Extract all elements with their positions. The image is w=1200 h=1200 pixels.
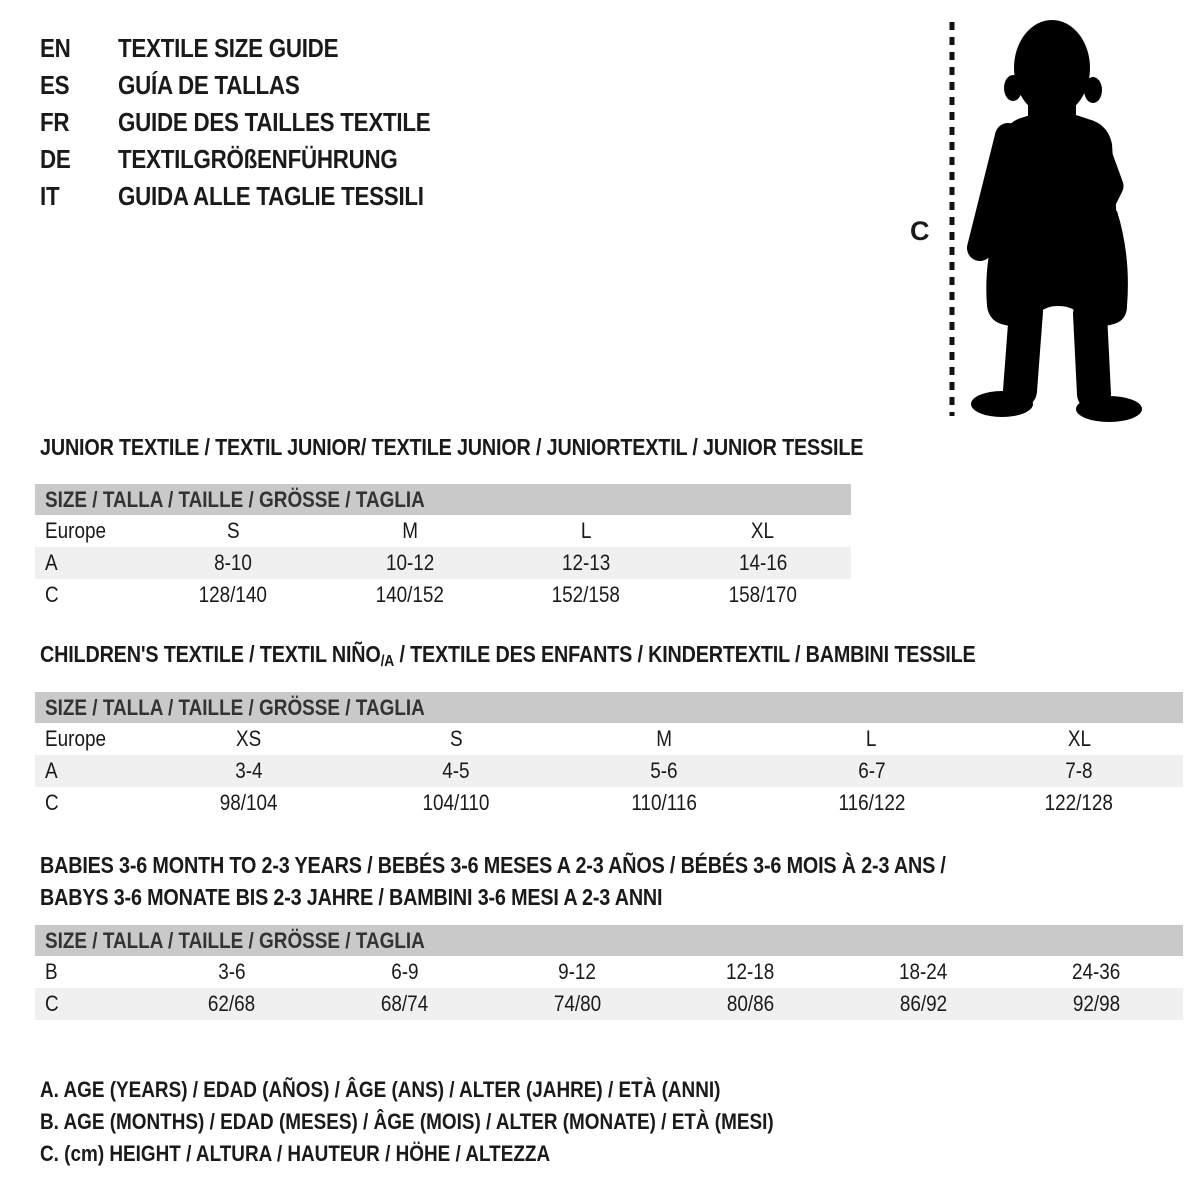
language-list [40, 30, 481, 215]
language-row-es [40, 67, 481, 104]
value-cell: 128/140 [199, 582, 268, 607]
row-label: C [45, 991, 59, 1016]
value-cell: 4-5 [442, 758, 471, 783]
value-cell: 5-6 [650, 758, 678, 783]
value-cell: 86/92 [899, 991, 948, 1016]
row-label: C [45, 582, 59, 607]
size-cell: XL [751, 518, 775, 543]
size-cell: XS [236, 726, 262, 751]
row-label: Europe [45, 518, 107, 543]
row-label: A [45, 550, 58, 575]
value-cell: 74/80 [553, 991, 602, 1016]
junior-section-title: JUNIOR TEXTILE / TEXTIL JUNIOR/ TEXTILE JUNIOR / JUNIORTEXTIL / JUNIOR TESSILE [40, 434, 864, 460]
value-cell: 116/122 [838, 790, 906, 815]
children-section-title: CHILDREN'S TEXTILE / TEXTIL $NIÑO_{/A}$ / TEXTILE DES ENFANTS / KINDERTEXTIL / BAMBINI TESSILE [40, 641, 976, 671]
size-cell: S [450, 726, 463, 751]
row-label: Europe [45, 726, 107, 751]
language-label: TEXTILE SIZE GUIDE [118, 33, 339, 63]
value-cell: 92/98 [1072, 991, 1121, 1016]
size-cell: XL [1067, 726, 1091, 751]
value-cell: 7-8 [1065, 758, 1093, 783]
value-cell: 110/116 [631, 790, 697, 815]
language-row-en [40, 30, 481, 67]
value-cell: 140/152 [375, 582, 444, 607]
value-cell: 24-36 [1072, 959, 1121, 984]
language-code: ES [40, 70, 70, 100]
value-cell: 12-13 [562, 550, 611, 575]
value-cell: 62/68 [207, 991, 256, 1016]
value-cell: 122/128 [1044, 790, 1114, 815]
size-cell: S [226, 518, 240, 543]
size-header-bar: SIZE / TALLA / TAILLE / GRÖSSE / TAGLIA [35, 692, 1183, 723]
language-code: EN [40, 33, 71, 63]
size-cell: M [656, 726, 672, 751]
language-label: TEXTILGRÖßENFÜHRUNG [118, 144, 398, 174]
table-row-age [35, 547, 851, 579]
value-cell: 104/110 [422, 790, 490, 815]
toddler-silhouette-icon [971, 20, 1142, 422]
table-row-age [35, 755, 1183, 787]
value-cell: 9-12 [558, 959, 597, 984]
language-label: GUIDA ALLE TAGLIE TESSILI [118, 181, 424, 211]
legend [40, 1074, 893, 1170]
language-row-it [40, 178, 481, 215]
row-label: C [45, 790, 59, 815]
value-cell: 6-9 [390, 959, 419, 984]
language-code: FR [40, 107, 70, 137]
row-label: B [45, 959, 58, 984]
legend-line-c: C. (cm) HEIGHT / ALTURA / HAUTEUR / HÖHE / ALTEZZA [40, 1141, 551, 1166]
table-row-height [35, 579, 851, 611]
value-cell: 12-18 [726, 959, 775, 984]
legend-line-a: A. AGE (YEARS) / EDAD (AÑOS) / ÂGE (ANS) / ALTER (JAHRE) / ETÀ (ANNI) [40, 1077, 721, 1102]
size-header-bar: SIZE / TALLA / TAILLE / GRÖSSE / TAGLIA [35, 925, 1183, 956]
figure-graphic [940, 14, 1150, 430]
babies-size-table [35, 925, 1183, 1020]
table-row-europe [35, 515, 851, 547]
value-cell: 152/158 [552, 582, 621, 607]
children-size-table [35, 692, 1183, 819]
value-cell: 3-4 [235, 758, 263, 783]
babies-section-title: BABIES 3-6 MONTH TO 2-3 YEARS / BEBÉS 3-6 MESES A 2-3 AÑOS / BÉBÉS 3-6 MOIS À 2-3 ANS / BABYS 3-6 MONATE BIS 2-3 JAHRE / BAMBINI 3-6 MESI A 2-3 ANNI [40, 852, 946, 910]
size-cell: L [580, 518, 592, 543]
value-cell: 14-16 [738, 550, 787, 575]
size-cell: L [866, 726, 877, 751]
title-subscript: /A [380, 652, 395, 671]
value-cell: 18-24 [899, 959, 948, 984]
table-row-height [35, 988, 1183, 1020]
size-cell: M [401, 518, 418, 543]
value-cell: 6-7 [857, 758, 886, 783]
size-header-bar: SIZE / TALLA / TAILLE / GRÖSSE / TAGLIA [35, 484, 851, 515]
table-row-europe [35, 723, 1183, 755]
legend-line-b: B. AGE (MONTHS) / EDAD (MESES) / ÂGE (MOIS) / ALTER (MONATE) / ETÀ (MESI) [40, 1109, 774, 1134]
row-label: A [45, 758, 58, 783]
language-label: GUIDE DES TAILLES TEXTILE [118, 107, 431, 137]
value-cell: 10-12 [385, 550, 434, 575]
value-cell: 98/104 [219, 790, 278, 815]
junior-size-table [35, 484, 851, 611]
language-row-de [40, 141, 481, 178]
table-row-age-months [35, 956, 1183, 988]
language-code: IT [40, 181, 60, 211]
language-code: DE [40, 144, 71, 174]
value-cell: 80/86 [726, 991, 775, 1016]
value-cell: 68/74 [380, 991, 429, 1016]
value-cell: 3-6 [217, 959, 246, 984]
value-cell: 158/170 [728, 582, 797, 607]
height-dimension-label: C [910, 216, 930, 246]
table-row-height [35, 787, 1183, 819]
value-cell: 8-10 [214, 550, 253, 575]
language-row-fr [40, 104, 481, 141]
language-label: GUÍA DE TALLAS [118, 70, 300, 100]
